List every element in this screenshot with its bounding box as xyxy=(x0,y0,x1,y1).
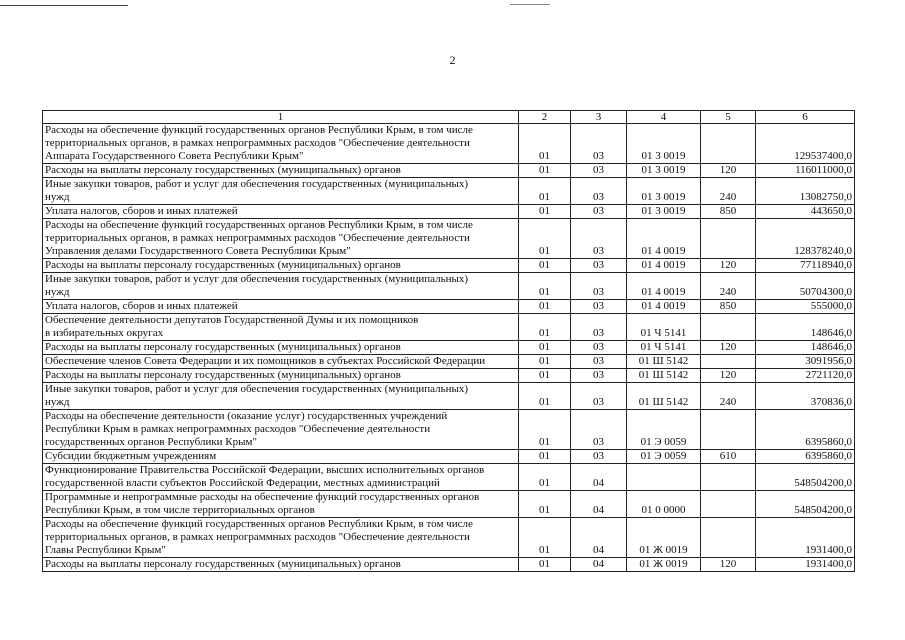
row-amount: 548504200,0 xyxy=(756,491,855,518)
row-target-item-code: 01 Ж 0019 xyxy=(627,518,701,558)
row-subsection-code: 03 xyxy=(571,164,627,178)
row-target-item-code: 01 Э 0059 xyxy=(627,450,701,464)
row-subsection-code: 03 xyxy=(571,355,627,369)
header-col-6: 6 xyxy=(756,111,855,124)
row-section-code: 01 xyxy=(519,341,571,355)
row-target-item-code: 01 Ш 5142 xyxy=(627,369,701,383)
table-row xyxy=(43,369,855,383)
row-amount: 6395860,0 xyxy=(756,410,855,450)
row-target-item-code: 01 Э 0059 xyxy=(627,410,701,450)
row-name: Иные закупки товаров, работ и услуг для обеспечения государственных (муниципальных) нужд xyxy=(43,178,519,205)
row-name: Обеспечение деятельности депутатов Государственной Думы и их помощников в избирательных округах xyxy=(43,314,519,341)
row-subsection-code: 03 xyxy=(571,219,627,259)
row-target-item-code: 01 3 0019 xyxy=(627,205,701,219)
row-target-item-code: 01 Ж 0019 xyxy=(627,558,701,572)
table-row xyxy=(43,410,855,450)
row-name: Уплата налогов, сборов и иных платежей xyxy=(43,205,519,219)
row-section-code: 01 xyxy=(519,259,571,273)
budget-table xyxy=(42,110,855,572)
row-subsection-code: 03 xyxy=(571,314,627,341)
row-name: Расходы на выплаты персоналу государственных (муниципальных) органов xyxy=(43,164,519,178)
row-amount: 2721120,0 xyxy=(756,369,855,383)
row-target-item-code: 01 3 0019 xyxy=(627,164,701,178)
row-amount: 443650,0 xyxy=(756,205,855,219)
row-amount: 116011000,0 xyxy=(756,164,855,178)
row-amount: 548504200,0 xyxy=(756,464,855,491)
row-amount: 370836,0 xyxy=(756,383,855,410)
row-expense-type-code xyxy=(701,464,756,491)
scan-mark-top-left xyxy=(0,5,128,6)
row-subsection-code: 03 xyxy=(571,300,627,314)
table-row xyxy=(43,205,855,219)
row-section-code: 01 xyxy=(519,464,571,491)
row-section-code: 01 xyxy=(519,273,571,300)
row-expense-type-code xyxy=(701,410,756,450)
row-section-code: 01 xyxy=(519,383,571,410)
table-body xyxy=(43,124,855,572)
header-col-4: 4 xyxy=(627,111,701,124)
row-name: Расходы на выплаты персоналу государственных (муниципальных) органов xyxy=(43,369,519,383)
row-subsection-code: 04 xyxy=(571,518,627,558)
row-expense-type-code: 120 xyxy=(701,164,756,178)
table-header-row xyxy=(43,111,855,124)
row-amount: 6395860,0 xyxy=(756,450,855,464)
row-section-code: 01 xyxy=(519,314,571,341)
row-subsection-code: 03 xyxy=(571,383,627,410)
row-subsection-code: 03 xyxy=(571,341,627,355)
row-section-code: 01 xyxy=(519,124,571,164)
row-name: Расходы на обеспечение функций государственных органов Республики Крым, в том числе территориальных органов, в рамках непрограммных расходов "Обеспечение деятельности Главы Республики Крым" xyxy=(43,518,519,558)
row-section-code: 01 xyxy=(519,491,571,518)
row-name: Функционирование Правительства Российской Федерации, высших исполнительных органов государственной власти субъектов Российской Федерации, местных администраций xyxy=(43,464,519,491)
row-target-item-code: 01 4 0019 xyxy=(627,300,701,314)
row-expense-type-code xyxy=(701,355,756,369)
row-target-item-code: 01 0 0000 xyxy=(627,491,701,518)
row-section-code: 01 xyxy=(519,410,571,450)
row-expense-type-code xyxy=(701,491,756,518)
table-row xyxy=(43,178,855,205)
row-name: Субсидии бюджетным учреждениям xyxy=(43,450,519,464)
table-row xyxy=(43,383,855,410)
row-subsection-code: 04 xyxy=(571,558,627,572)
row-section-code: 01 xyxy=(519,219,571,259)
table-row xyxy=(43,491,855,518)
row-amount: 555000,0 xyxy=(756,300,855,314)
row-expense-type-code: 120 xyxy=(701,341,756,355)
row-target-item-code: 01 3 0019 xyxy=(627,178,701,205)
row-name: Программные и непрограммные расходы на обеспечение функций государственных органов Республики Крым, в том числе территориальных органов xyxy=(43,491,519,518)
row-target-item-code: 01 Ш 5142 xyxy=(627,383,701,410)
header-col-2: 2 xyxy=(519,111,571,124)
table-row xyxy=(43,558,855,572)
row-amount: 148646,0 xyxy=(756,341,855,355)
row-expense-type-code: 610 xyxy=(701,450,756,464)
table-row xyxy=(43,300,855,314)
scan-mark-top-center xyxy=(510,4,550,5)
row-subsection-code: 03 xyxy=(571,410,627,450)
row-amount: 50704300,0 xyxy=(756,273,855,300)
row-target-item-code xyxy=(627,464,701,491)
row-amount: 1931400,0 xyxy=(756,518,855,558)
row-section-code: 01 xyxy=(519,178,571,205)
table-row xyxy=(43,219,855,259)
table-row xyxy=(43,450,855,464)
row-target-item-code: 01 4 0019 xyxy=(627,219,701,259)
row-amount: 129537400,0 xyxy=(756,124,855,164)
row-section-code: 01 xyxy=(519,164,571,178)
row-expense-type-code: 850 xyxy=(701,205,756,219)
row-name: Расходы на выплаты персоналу государственных (муниципальных) органов xyxy=(43,259,519,273)
table-row xyxy=(43,518,855,558)
row-target-item-code: 01 Ш 5142 xyxy=(627,355,701,369)
row-amount: 1931400,0 xyxy=(756,558,855,572)
row-section-code: 01 xyxy=(519,558,571,572)
table-row xyxy=(43,355,855,369)
row-name: Расходы на обеспечение функций государственных органов Республики Крым, в том числе территориальных органов, в рамках непрограммных расходов "Обеспечение деятельности Управления делами Государственного Совета Республики Крым" xyxy=(43,219,519,259)
row-subsection-code: 03 xyxy=(571,124,627,164)
row-expense-type-code: 240 xyxy=(701,178,756,205)
row-subsection-code: 03 xyxy=(571,259,627,273)
row-section-code: 01 xyxy=(519,450,571,464)
row-subsection-code: 03 xyxy=(571,273,627,300)
row-expense-type-code xyxy=(701,124,756,164)
row-amount: 77118940,0 xyxy=(756,259,855,273)
table-row xyxy=(43,273,855,300)
table-row xyxy=(43,464,855,491)
header-col-3: 3 xyxy=(571,111,627,124)
row-section-code: 01 xyxy=(519,518,571,558)
row-name: Расходы на обеспечение деятельности (оказание услуг) государственных учреждений Республики Крым в рамках непрограммных расходов "Обеспечение деятельности государственных органов Республики Крым" xyxy=(43,410,519,450)
header-col-1: 1 xyxy=(43,111,519,124)
row-section-code: 01 xyxy=(519,355,571,369)
row-target-item-code: 01 Ч 5141 xyxy=(627,341,701,355)
row-name: Обеспечение членов Совета Федерации и их помощников в субъектах Российской Федерации xyxy=(43,355,519,369)
row-subsection-code: 03 xyxy=(571,178,627,205)
row-target-item-code: 01 Ч 5141 xyxy=(627,314,701,341)
row-name: Иные закупки товаров, работ и услуг для обеспечения государственных (муниципальных) нужд xyxy=(43,383,519,410)
row-target-item-code: 01 3 0019 xyxy=(627,124,701,164)
table-row xyxy=(43,259,855,273)
row-expense-type-code: 240 xyxy=(701,273,756,300)
row-expense-type-code xyxy=(701,314,756,341)
row-subsection-code: 03 xyxy=(571,450,627,464)
row-amount: 128378240,0 xyxy=(756,219,855,259)
table-row xyxy=(43,164,855,178)
row-name: Расходы на выплаты персоналу государственных (муниципальных) органов xyxy=(43,341,519,355)
row-expense-type-code xyxy=(701,518,756,558)
row-section-code: 01 xyxy=(519,369,571,383)
row-expense-type-code: 240 xyxy=(701,383,756,410)
row-target-item-code: 01 4 0019 xyxy=(627,259,701,273)
row-name: Иные закупки товаров, работ и услуг для обеспечения государственных (муниципальных) нужд xyxy=(43,273,519,300)
row-name: Расходы на выплаты персоналу государственных (муниципальных) органов xyxy=(43,558,519,572)
row-expense-type-code: 120 xyxy=(701,369,756,383)
table-row xyxy=(43,124,855,164)
row-amount: 148646,0 xyxy=(756,314,855,341)
row-name: Расходы на обеспечение функций государственных органов Республики Крым, в том числе территориальных органов, в рамках непрограммных расходов "Обеспечение деятельности Аппарата Государственного Совета Республики Крым" xyxy=(43,124,519,164)
row-expense-type-code: 850 xyxy=(701,300,756,314)
row-subsection-code: 03 xyxy=(571,205,627,219)
row-target-item-code: 01 4 0019 xyxy=(627,273,701,300)
row-expense-type-code: 120 xyxy=(701,558,756,572)
row-expense-type-code xyxy=(701,219,756,259)
row-section-code: 01 xyxy=(519,205,571,219)
row-amount: 13082750,0 xyxy=(756,178,855,205)
table-row xyxy=(43,341,855,355)
table-row xyxy=(43,314,855,341)
page-number: 2 xyxy=(449,53,456,67)
header-col-5: 5 xyxy=(701,111,756,124)
row-subsection-code: 04 xyxy=(571,491,627,518)
row-subsection-code: 04 xyxy=(571,464,627,491)
row-section-code: 01 xyxy=(519,300,571,314)
row-amount: 3091956,0 xyxy=(756,355,855,369)
row-expense-type-code: 120 xyxy=(701,259,756,273)
row-name: Уплата налогов, сборов и иных платежей xyxy=(43,300,519,314)
row-subsection-code: 03 xyxy=(571,369,627,383)
